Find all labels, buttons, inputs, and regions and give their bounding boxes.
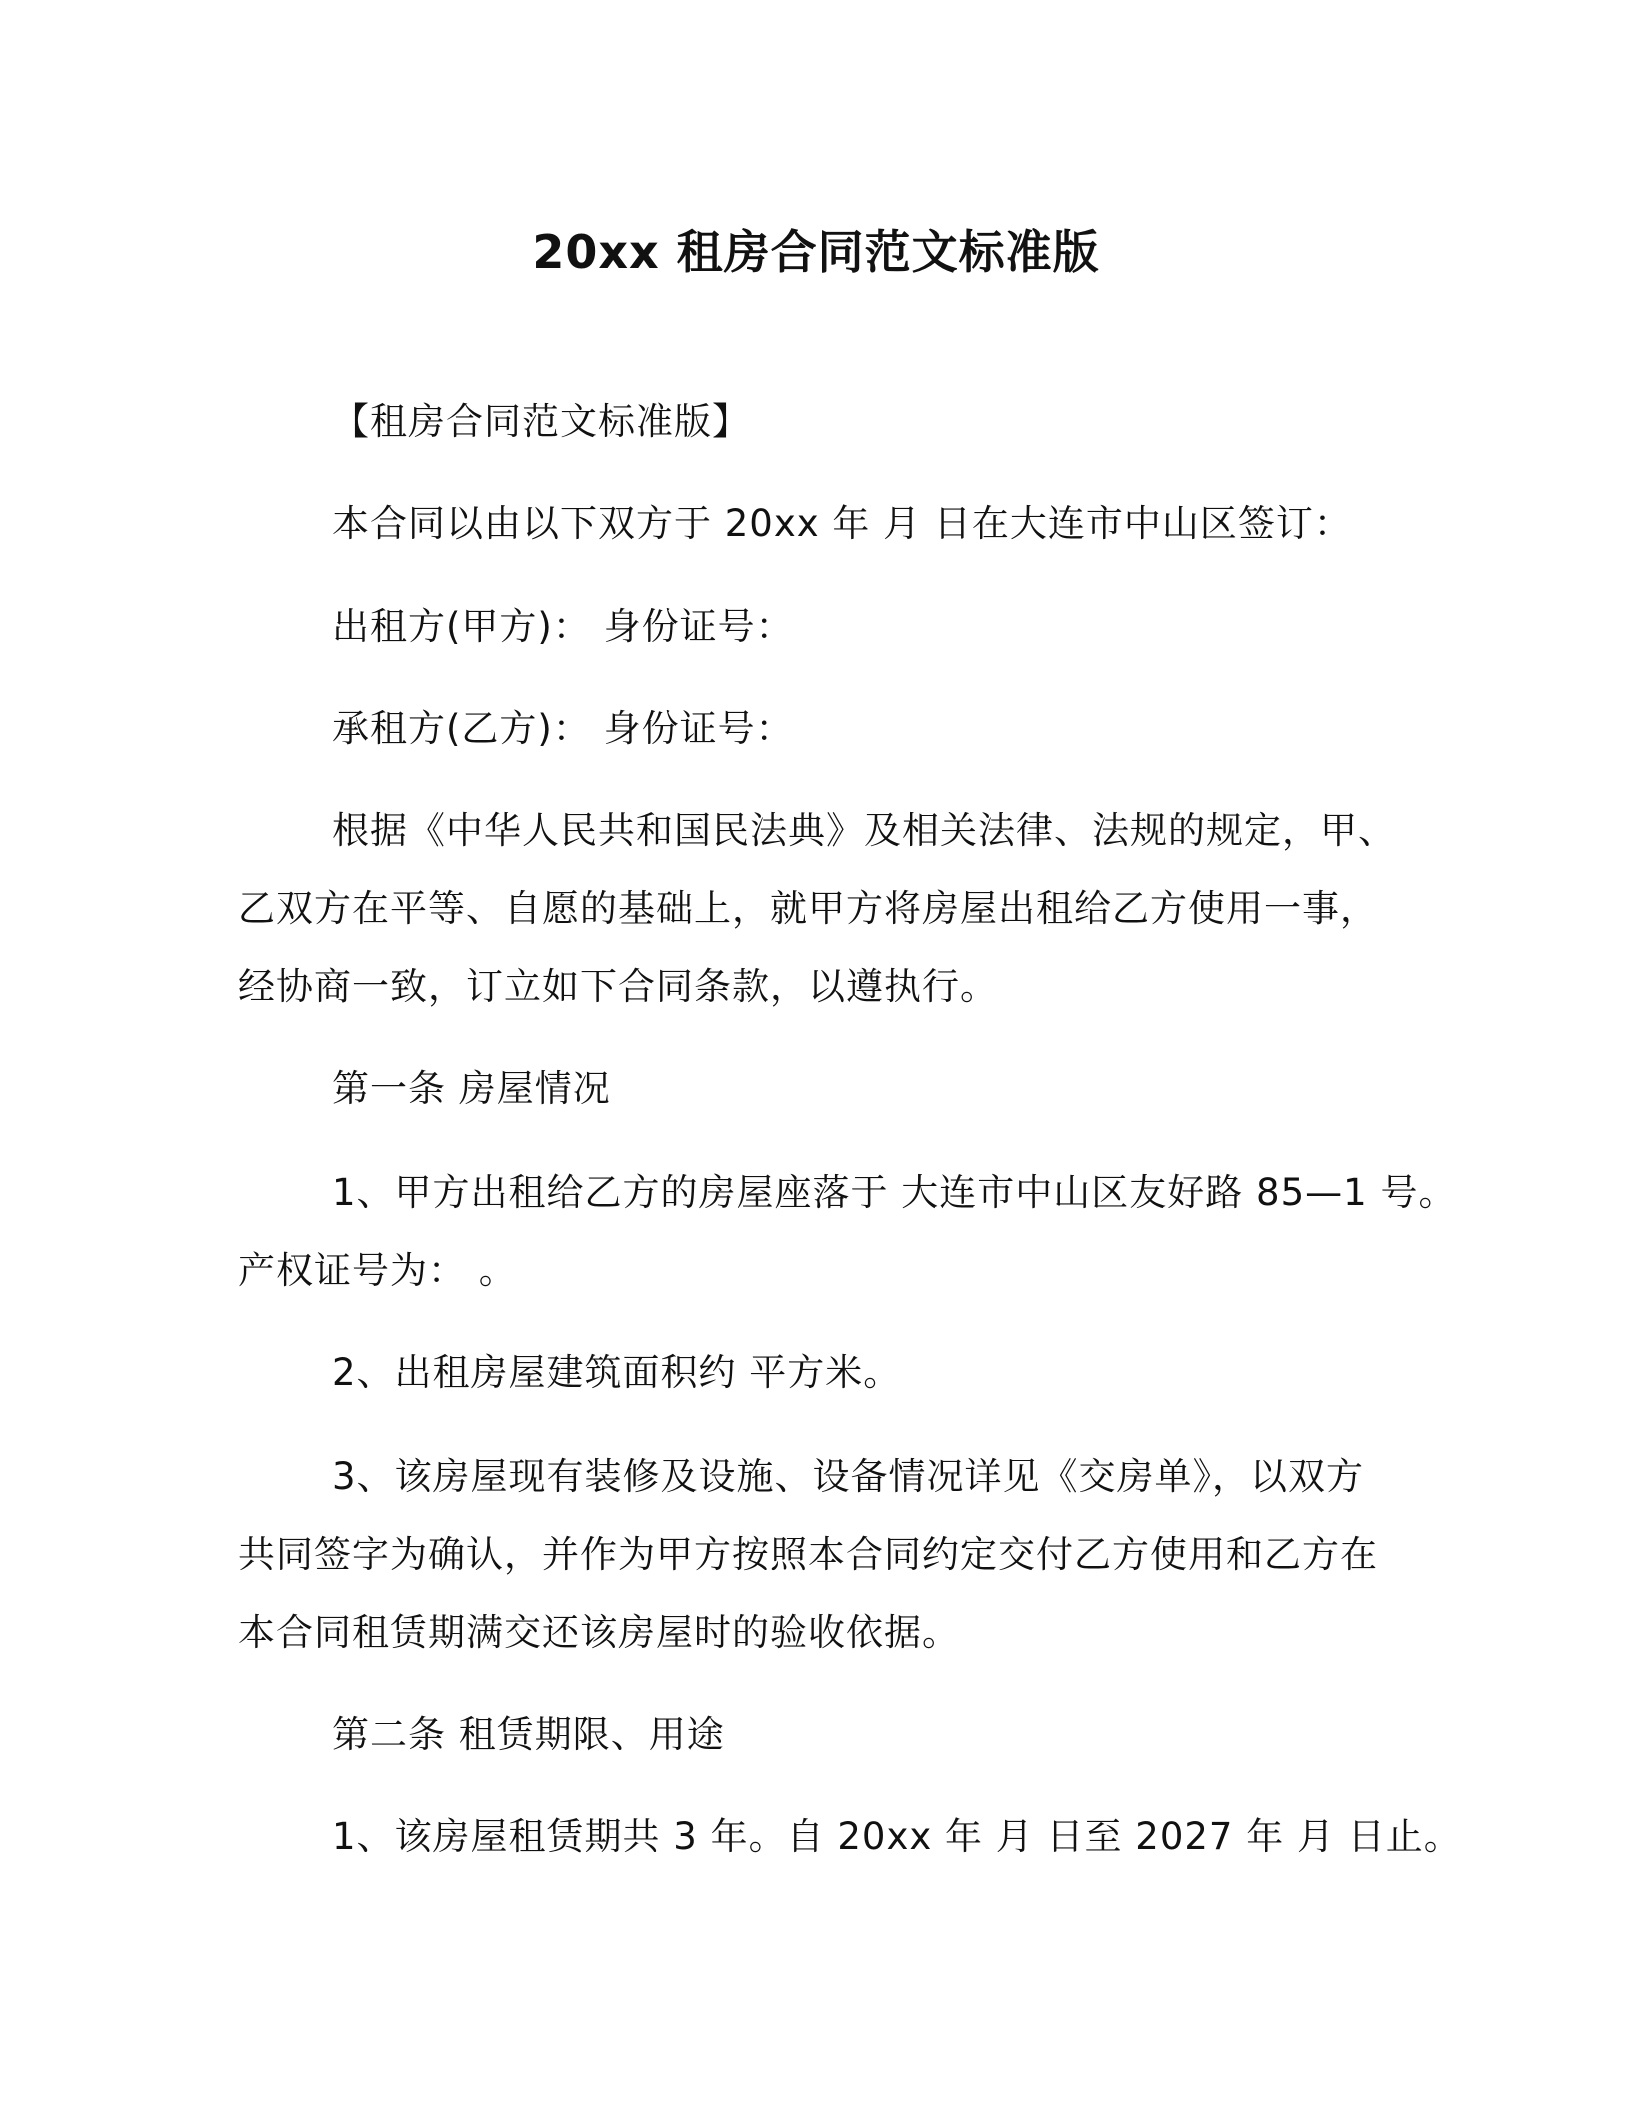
paragraph-line: 经协商一致，订立如下合同条款，以遵执行。 bbox=[238, 965, 998, 1008]
paragraph-line: 1、该房屋租赁期共 3 年。自 20xx 年 月 日至 2027 年 月 日止。 bbox=[332, 1815, 1462, 1858]
paragraph-line: 1、甲方出租给乙方的房屋座落于 大连市中山区友好路 85—1 号。 bbox=[332, 1171, 1457, 1214]
paragraph-line: 2、出租房屋建筑面积约 平方米。 bbox=[332, 1351, 902, 1394]
article-heading: 第一条 房屋情况 bbox=[332, 1067, 611, 1110]
paragraph-line: 根据《中华人民共和国民法典》及相关法律、法规的规定，甲、 bbox=[332, 809, 1396, 852]
paragraph-line: 产权证号为： 。 bbox=[238, 1249, 517, 1292]
paragraph-line: 3、该房屋现有装修及设施、设备情况详见《交房单》，以双方 bbox=[332, 1455, 1365, 1498]
lessor-line: 出租方(甲方)： 身份证号： bbox=[332, 605, 794, 648]
article-heading: 第二条 租赁期限、用途 bbox=[332, 1713, 725, 1756]
paragraph-line: 本合同租赁期满交还该房屋时的验收依据。 bbox=[238, 1611, 960, 1654]
document-title: 20xx 租房合同范文标准版 bbox=[532, 225, 1100, 279]
paragraph-line: 乙双方在平等、自愿的基础上，就甲方将房屋出租给乙方使用一事， bbox=[238, 887, 1378, 930]
lessee-line: 承租方(乙方)： 身份证号： bbox=[332, 707, 794, 750]
subtitle-line: 【租房合同范文标准版】 bbox=[332, 400, 750, 443]
intro-line: 本合同以由以下双方于 20xx 年 月 日在大连市中山区签订： bbox=[332, 502, 1352, 545]
paragraph-line: 共同签字为确认，并作为甲方按照本合同约定交付乙方使用和乙方在 bbox=[238, 1533, 1378, 1576]
